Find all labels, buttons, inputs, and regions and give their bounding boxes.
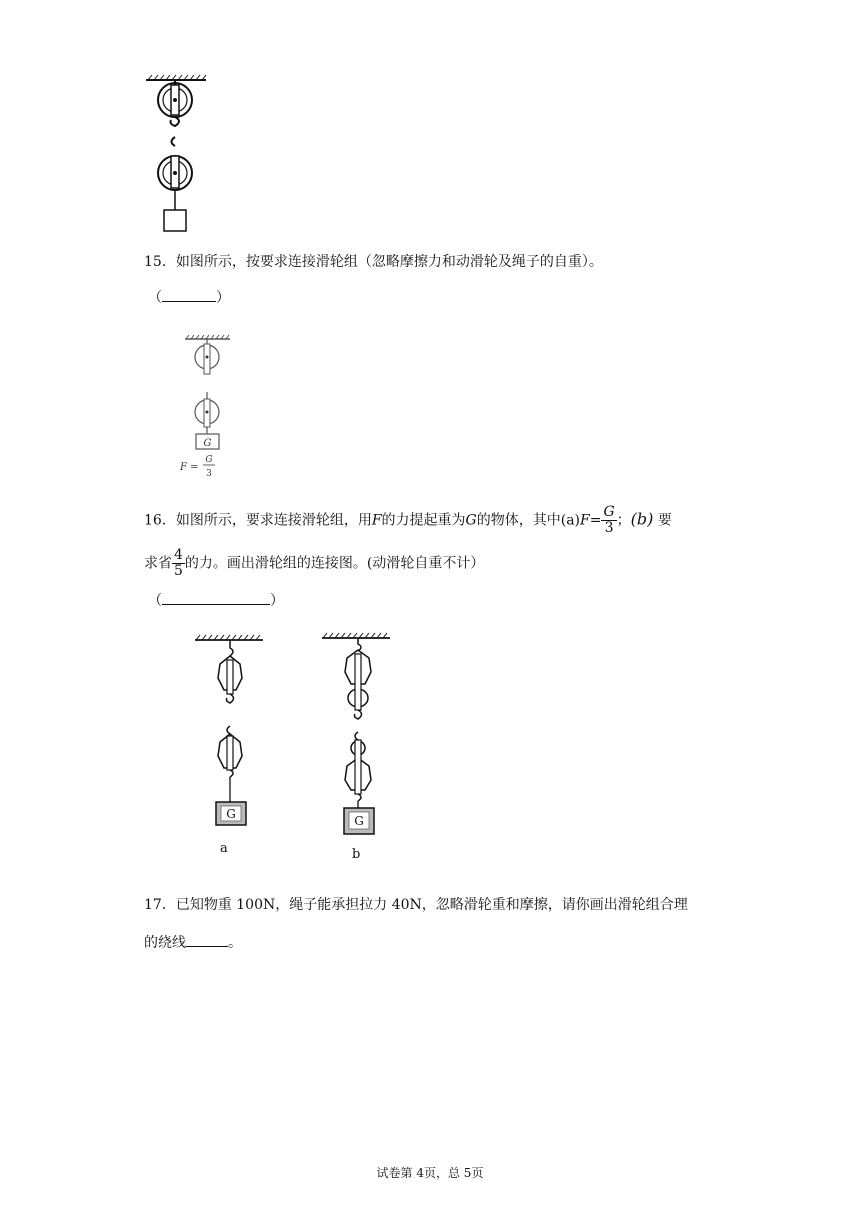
block-label-g: G bbox=[203, 438, 212, 449]
page-number-text: 试卷第 4页，总 5页 bbox=[376, 1166, 484, 1180]
frac2-den: 5 bbox=[174, 563, 183, 579]
question-16-line2 bbox=[144, 548, 484, 579]
paren-close: ） bbox=[270, 593, 284, 609]
q16-fraction-g-over-3 bbox=[601, 505, 616, 536]
answer-blank[interactable] bbox=[162, 287, 216, 302]
question-15-number: 15． bbox=[144, 254, 176, 270]
question-16-number: 16． bbox=[144, 512, 176, 529]
q16-b-label: (b) bbox=[630, 509, 654, 529]
frac-den: 3 bbox=[604, 520, 614, 536]
figure-q14-pulleys bbox=[140, 70, 220, 240]
question-17-number: 17． bbox=[144, 897, 176, 913]
question-17-line2 bbox=[144, 932, 242, 953]
question-16-answer-line bbox=[148, 590, 284, 611]
paren-open: （ bbox=[148, 593, 162, 609]
q16-text-c: 的物体，其中(a) bbox=[476, 512, 581, 529]
paren-open: （ bbox=[148, 290, 162, 306]
answer-blank[interactable] bbox=[186, 932, 228, 947]
page-footer bbox=[0, 1164, 860, 1181]
q16-text-e: 要 bbox=[657, 512, 672, 529]
q16-line2-a: 求省 bbox=[144, 555, 172, 572]
frac2-num: 4 bbox=[174, 547, 183, 563]
q16-text-a: 如图所示，要求连接滑轮组，用 bbox=[175, 512, 372, 529]
figure-label-a: a bbox=[220, 841, 228, 856]
figure-label-b: b bbox=[352, 847, 361, 862]
answer-blank[interactable] bbox=[162, 590, 270, 605]
force-label: F = bbox=[180, 462, 199, 473]
q16-text-d: ； bbox=[616, 512, 631, 529]
q16-var-f-eq: F= bbox=[580, 512, 602, 529]
force-frac-den: 3 bbox=[206, 469, 212, 479]
q17-text-a: 的绕线 bbox=[144, 935, 186, 951]
question-16-line1 bbox=[144, 505, 672, 536]
q17-text-b: 。 bbox=[228, 935, 242, 951]
figure-q16-b bbox=[318, 628, 398, 864]
block-label-g: G bbox=[354, 814, 364, 828]
paren-close: ） bbox=[216, 290, 230, 306]
q16-line2-b: 的力。画出滑轮组的连接图。(动滑轮自重不计） bbox=[184, 555, 485, 572]
figure-q15-pulleys bbox=[180, 330, 250, 490]
q16-text-b: 的力提起重为 bbox=[381, 512, 466, 529]
force-frac-num: G bbox=[205, 455, 213, 465]
question-15-text bbox=[144, 252, 603, 272]
block-label-g: G bbox=[226, 807, 236, 821]
q16-var-g: G bbox=[465, 512, 477, 529]
question-15-body: 如图所示，按要求连接滑轮组（忽略摩擦力和动滑轮及绳子的自重）。 bbox=[175, 254, 603, 270]
question-17-line1 bbox=[144, 895, 688, 915]
question-17-body: 已知物重 100N，绳子能承担拉力 40N，忽略滑轮重和摩擦，请你画出滑轮组合理 bbox=[175, 897, 688, 913]
frac-num: G bbox=[603, 504, 615, 520]
question-15-answer-line bbox=[148, 287, 230, 308]
q16-var-f: F bbox=[371, 512, 382, 529]
q16-fraction-4-over-5 bbox=[172, 548, 185, 579]
figure-q16-a bbox=[190, 630, 270, 860]
